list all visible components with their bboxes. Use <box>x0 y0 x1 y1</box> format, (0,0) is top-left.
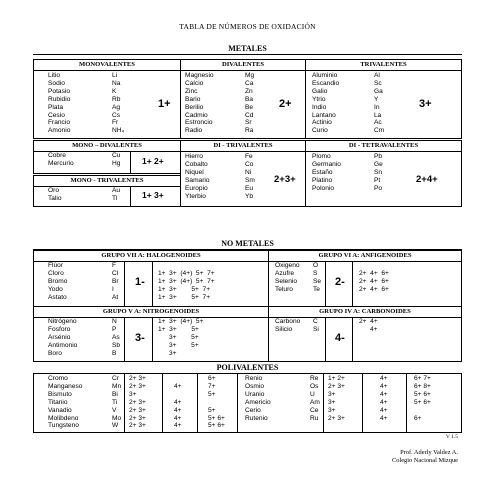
element-symbol: Cs <box>112 111 121 119</box>
grupo-vii-table <box>33 250 269 307</box>
element-symbol: P <box>112 325 117 333</box>
mono-trivalentes-divider <box>130 186 131 207</box>
oxidation-states: 4+ <box>174 414 182 422</box>
element-symbol: Zn <box>245 87 253 95</box>
element-name: Molibdeno <box>48 414 79 422</box>
element-name: Curio <box>312 127 328 135</box>
element-symbol: Sr <box>245 119 252 127</box>
element-symbol: Ga <box>374 87 383 95</box>
monovalentes-table <box>33 59 181 139</box>
di-tetravalentes-header: DI - TETRAVALENTES <box>306 141 461 152</box>
oxidation-states <box>359 262 389 270</box>
oxidation-states: 2+ 4+ 6+ <box>359 285 389 293</box>
element-name: Litio <box>48 72 61 79</box>
element-symbol: Am <box>310 398 320 406</box>
oxidation-states: 3+ <box>328 398 336 406</box>
element-symbol: Te <box>313 285 320 293</box>
element-symbol: Ca <box>245 79 254 87</box>
monovalentes-header: MONOVALENTES <box>34 60 180 71</box>
element-name: Vanadio <box>48 406 72 414</box>
oxidation-states: 4+ <box>174 406 182 414</box>
element-name: Mercurio <box>48 159 74 167</box>
mono-divalentes-charge: 1+ 2+ <box>142 156 164 166</box>
school-name: Colegio Nacional Mizque <box>391 457 458 464</box>
element-symbol: K <box>112 87 117 95</box>
element-name: Amonio <box>48 127 71 135</box>
element-name: Nitrógeno <box>48 318 77 325</box>
element-symbol: F <box>112 262 117 269</box>
di-tetravalentes-symbols <box>374 153 383 193</box>
oxidation-states: 2+ 3+ <box>328 382 345 390</box>
element-symbol: Ag <box>112 103 121 111</box>
trivalentes-symbols <box>374 72 384 135</box>
di-tetravalentes-charge: 2+4+ <box>416 174 438 185</box>
polivalentes-right-symbols <box>310 375 320 422</box>
element-name: Cesio <box>48 111 65 119</box>
element-symbol: V <box>112 406 117 414</box>
oxidation-states: 5+ 6+ <box>414 390 431 398</box>
element-symbol: Se <box>313 277 322 285</box>
divalentes-header: DIVALENTES <box>181 60 305 71</box>
oxidation-states: 7+ <box>208 382 216 390</box>
mono-trivalentes-names <box>48 187 62 203</box>
element-symbol: Hg <box>112 159 121 167</box>
element-symbol: La <box>374 111 382 119</box>
oxidation-states: 5+ <box>208 390 216 398</box>
element-name: Germanio <box>312 160 341 168</box>
element-name: Boro <box>48 349 62 357</box>
oxidation-states <box>158 262 215 270</box>
oxidation-states: 4+ <box>380 390 388 398</box>
oxidation-states: 1+ 3+ (4+) 5+ 7+ <box>158 277 215 285</box>
monovalentes-charge: 1+ <box>158 98 171 110</box>
di-trivalentes-table <box>180 140 306 207</box>
element-symbol: Cd <box>245 111 254 119</box>
element-name: Cromo <box>48 375 68 382</box>
oxidation-states: 4+ <box>174 398 182 406</box>
oxidation-states: 2+ 4+ 6+ <box>359 269 389 277</box>
oxidation-states: 3+ <box>328 390 336 398</box>
grupo-vii-symbols <box>112 262 119 302</box>
oxidation-states: 2+ 3+ <box>129 414 146 422</box>
mono-trivalentes-charge: 1+ 3+ <box>142 190 164 200</box>
oxidation-states: 3+ <box>129 390 137 398</box>
oxidation-states <box>208 399 225 407</box>
oxidation-states: 1+ 3+ 5+ 7+ <box>158 285 211 293</box>
element-name: Plomo <box>312 153 331 160</box>
grupo-vii-names <box>48 262 67 302</box>
grupo-vi-table <box>268 250 462 307</box>
element-name: Magnesio <box>185 72 214 79</box>
element-name: Aluminio <box>312 72 338 79</box>
oxidation-states: 4+ <box>380 414 388 422</box>
polivalentes-table <box>33 373 462 433</box>
oxidation-states: 2+ 3+ <box>328 414 345 422</box>
element-symbol: Mg <box>245 72 255 79</box>
element-name: Manganeso <box>48 382 83 390</box>
oxidation-states: 5+ 6+ <box>414 398 431 406</box>
element-name: Bario <box>185 95 201 103</box>
element-symbol: Yb <box>245 192 254 200</box>
element-symbol: Ra <box>245 127 254 135</box>
oxidation-states: 1+ 3+ (4+) 5+ 7+ <box>158 269 215 277</box>
element-symbol: Rb <box>112 95 121 103</box>
version-label: V 1.5 <box>445 434 458 440</box>
oxidation-states: 1+ 2+ <box>328 375 345 382</box>
oxidation-states: 4+ <box>380 382 388 390</box>
polivalentes-divider-5 <box>362 374 363 432</box>
polivalentes-left-names <box>48 375 82 430</box>
monovalentes-names <box>48 72 70 135</box>
element-name: Renio <box>245 375 263 382</box>
element-name: Actinio <box>312 119 332 127</box>
element-name: Bromo <box>48 277 68 285</box>
element-name: Rutenio <box>245 414 268 422</box>
element-symbol: Si <box>313 325 319 333</box>
trivalentes-header: TRIVALENTES <box>306 60 461 71</box>
grupo-vi-positive-states <box>359 262 389 294</box>
oxidation-states: 4+ <box>174 382 182 390</box>
grupo-v-divider-b <box>152 317 153 362</box>
polivalentes-divider-4 <box>323 374 324 432</box>
grupo-iv-charge: 4- <box>335 332 345 344</box>
element-symbol: Li <box>112 72 118 79</box>
element-symbol: Fr <box>112 119 119 127</box>
oxidation-states: 2+ 4+ 6+ <box>359 277 389 285</box>
divalentes-names <box>185 72 214 135</box>
element-name: Tungsteno <box>48 422 79 430</box>
di-tetravalentes-names <box>312 153 341 193</box>
element-symbol: Ba <box>245 95 254 103</box>
element-symbol: Pb <box>374 153 383 160</box>
di-tetravalentes-table <box>305 140 462 207</box>
element-name: Americio <box>245 398 271 406</box>
grupo-v-names <box>48 318 77 358</box>
mono-divalentes-header: MONO – DIVALENTES <box>34 141 180 152</box>
oxidation-states: 6+ <box>208 375 216 382</box>
element-name: Flúor <box>48 262 64 269</box>
element-symbol: Cm <box>374 127 385 135</box>
grupo-v-table <box>33 306 269 362</box>
element-symbol: Ce <box>310 406 319 414</box>
oxidation-states: 1+ 3+ 5+ <box>158 325 199 333</box>
element-name: Silicio <box>275 325 293 333</box>
mono-trivalentes-symbols <box>112 187 120 203</box>
element-name: Teluro <box>275 285 293 293</box>
element-name: Selenio <box>275 277 297 285</box>
element-name: Ytrio <box>312 95 326 103</box>
element-symbol: Na <box>112 79 121 87</box>
polivalentes-title: POLIVALENTES <box>216 363 279 372</box>
element-name: Astato <box>48 293 67 301</box>
element-symbol: Os <box>310 382 319 390</box>
no-metales-title: NO METALES <box>221 239 274 248</box>
oxidation-states <box>414 407 431 415</box>
polivalentes-left-states-a <box>129 375 146 430</box>
grupo-vi-charge: 2- <box>335 276 345 288</box>
element-name: Yodo <box>48 285 63 293</box>
element-name: Galio <box>312 87 328 95</box>
grupo-vi-names <box>275 262 300 294</box>
polivalentes-left-states-c <box>208 375 225 430</box>
oxidation-states: 4+ <box>380 375 388 382</box>
element-symbol: Pt <box>374 176 381 184</box>
element-symbol: Ti <box>112 398 118 406</box>
grupo-vii-divider-b <box>152 261 153 307</box>
polivalentes-right-states-b <box>380 375 388 422</box>
element-name: Cloro <box>48 269 64 277</box>
element-symbol: As <box>112 333 120 341</box>
polivalentes-left-states-b <box>174 375 182 430</box>
oxidation-states: 4+ <box>380 406 388 414</box>
grupo-vii-divider-a <box>124 261 125 307</box>
oxidation-states: 4+ <box>174 422 182 430</box>
element-symbol: Ru <box>310 414 319 422</box>
mono-divalentes-table <box>33 140 181 174</box>
element-name: Sodio <box>48 79 65 87</box>
di-trivalentes-charge: 2+3+ <box>274 174 296 185</box>
element-symbol: Sn <box>374 168 383 176</box>
oxidation-states: 2+ 3+ <box>129 398 146 406</box>
grupo-vii-positive-states <box>158 262 215 302</box>
mono-divalentes-symbols <box>112 152 120 168</box>
oxidation-states: 6+ 7+ <box>414 375 431 382</box>
element-name: Carbono <box>275 318 301 325</box>
element-symbol: At <box>112 293 119 301</box>
oxidation-states: 2+ 3+ <box>129 382 146 390</box>
element-name: Cobre <box>48 152 66 159</box>
mono-divalentes-divider <box>130 151 131 174</box>
element-name: Niquel <box>185 168 204 176</box>
element-symbol: C <box>313 318 318 325</box>
oxidation-states: 6+ <box>414 414 422 422</box>
element-symbol: S <box>313 269 318 277</box>
oxidation-states: 1+ 3+ (4+) 5+ <box>158 318 204 325</box>
polivalentes-divider-1 <box>124 374 125 432</box>
oxidation-states: 1+ 3+ 5+ 7+ <box>158 293 211 301</box>
element-name: Estaño <box>312 168 333 176</box>
oxidation-states <box>174 391 182 399</box>
element-name: Antimonio <box>48 341 78 349</box>
element-symbol: Sc <box>374 79 382 87</box>
element-symbol: Cl <box>112 269 119 277</box>
element-name: Radio <box>185 127 203 135</box>
monovalentes-symbols <box>112 72 124 135</box>
element-symbol: Ni <box>245 168 252 176</box>
element-name: Estroncio <box>185 119 213 127</box>
oxidation-states: 4+ <box>380 398 388 406</box>
oxidation-states: 2+ 3+ <box>129 406 146 414</box>
element-symbol: Fe <box>245 153 253 160</box>
element-name: Cerio <box>245 406 261 414</box>
oxidation-states: 5+ <box>208 406 216 414</box>
element-name: Europio <box>185 184 208 192</box>
polivalentes-divider-6 <box>406 374 407 432</box>
element-name: Cadmio <box>185 111 208 119</box>
element-symbol: Au <box>112 187 121 194</box>
grupo-iv-symbols <box>313 318 319 334</box>
element-symbol: Mo <box>112 414 122 422</box>
element-name: Azufre <box>275 269 295 277</box>
grupo-vi-symbols <box>313 262 321 294</box>
polivalentes-right-names <box>245 375 271 422</box>
grupo-iv-header: GRUPO IV A: CARBONOIDES <box>269 307 461 318</box>
element-name: Potasio <box>48 87 70 95</box>
element-name: Osmio <box>245 382 265 390</box>
oxidation-states: 2+ 4+ <box>359 318 378 325</box>
element-name: Oxigeno <box>275 262 300 269</box>
element-symbol: Tl <box>112 194 118 202</box>
grupo-v-divider-a <box>124 317 125 362</box>
grupo-iv-table <box>268 306 462 362</box>
grupo-vi-divider-a <box>325 261 326 307</box>
element-name: Polonio <box>312 184 334 192</box>
oxidation-states: 2+ 3+ <box>129 375 146 382</box>
element-name: Fosforo <box>48 325 71 333</box>
element-symbol: Sb <box>112 341 121 349</box>
element-name: Escandio <box>312 79 340 87</box>
metales-title: METALES <box>228 44 267 53</box>
polivalentes-right-states-a <box>328 375 345 422</box>
oxidation-states: 3+ 5+ <box>158 341 199 349</box>
oxidation-states: 3+ <box>158 349 177 357</box>
element-symbol: Al <box>374 72 380 79</box>
element-name: Arsénio <box>48 333 71 341</box>
di-trivalentes-symbols <box>245 153 255 200</box>
polivalentes-divider-3 <box>197 374 198 432</box>
element-symbol: Eu <box>245 184 254 192</box>
oxidation-states: 5+ 6+ <box>208 414 225 422</box>
grupo-vi-divider-b <box>352 261 353 307</box>
metales-underline <box>33 54 462 55</box>
divalentes-charge: 2+ <box>279 98 292 110</box>
element-symbol: Mn <box>112 382 122 390</box>
element-symbol: W <box>112 422 119 430</box>
element-symbol: I <box>112 285 114 293</box>
element-name: Calcio <box>185 79 204 87</box>
element-symbol: Sm <box>245 176 255 184</box>
oxidation-states: 5+ 6+ <box>208 422 225 430</box>
element-symbol: Ac <box>374 119 382 127</box>
element-name: Bismuto <box>48 390 72 398</box>
divalentes-symbols <box>245 72 254 135</box>
element-symbol: Bi <box>112 390 118 398</box>
polivalentes-center-divider <box>237 374 238 432</box>
element-name: Oro <box>48 187 59 194</box>
element-name: Cobalto <box>185 160 208 168</box>
mono-trivalentes-header: MONO - TRIVALENTES <box>34 176 180 187</box>
mono-divalentes-names <box>48 152 74 168</box>
document-title: TABLA DE NÚMEROS DE OXIDACIÓN <box>179 22 316 31</box>
element-symbol: Br <box>112 277 119 285</box>
element-name: Uranio <box>245 390 265 398</box>
author-name: Prof. Aderly Valdez A. <box>400 449 458 456</box>
element-name: Rubidio <box>48 95 71 103</box>
element-symbol: Re <box>310 375 319 382</box>
grupo-iv-positive-states <box>359 318 378 334</box>
element-name: Lantano <box>312 111 336 119</box>
oxidation-states: 6+ 8+ <box>414 382 431 390</box>
element-symbol: NH₄ <box>112 127 125 135</box>
grupo-iv-divider-a <box>325 317 326 362</box>
oxidation-states: 2+ 3+ <box>129 422 146 430</box>
grupo-vii-header: GRUPO VII A: HALOGENOIDES <box>34 251 268 262</box>
polivalentes-left-symbols <box>112 375 121 430</box>
grupo-v-positive-states <box>158 318 203 358</box>
element-name: Yterbio <box>185 192 206 200</box>
oxidation-states: 3+ 5+ <box>158 333 199 341</box>
grupo-v-header: GRUPO V A: NITROGENOIDES <box>34 307 268 318</box>
element-symbol: Cu <box>112 152 121 159</box>
di-trivalentes-header: DI - TRIVALENTES <box>181 141 305 152</box>
element-name: Talio <box>48 194 62 202</box>
element-name: Platino <box>312 176 333 184</box>
grupo-vii-charge: 1- <box>135 276 145 288</box>
polivalentes-divider-2 <box>162 374 163 432</box>
element-symbol: Po <box>374 184 383 192</box>
element-symbol: Be <box>245 103 254 111</box>
polivalentes-right-states-c <box>414 375 431 422</box>
oxidation-states: 3+ <box>328 406 336 414</box>
element-name: Francio <box>48 119 70 127</box>
element-name: Zinc <box>185 87 198 95</box>
element-symbol: N <box>112 318 117 325</box>
element-symbol: In <box>374 103 380 111</box>
trivalentes-charge: 3+ <box>419 98 432 110</box>
element-symbol: B <box>112 349 117 357</box>
element-symbol: Cr <box>112 375 119 382</box>
element-symbol: Ge <box>374 160 383 168</box>
element-name: Plata <box>48 103 64 111</box>
grupo-iv-divider-b <box>352 317 353 362</box>
di-trivalentes-names <box>185 153 210 200</box>
trivalentes-names <box>312 72 339 135</box>
element-name: Indio <box>312 103 327 111</box>
grupo-iv-names <box>275 318 300 334</box>
element-name: Samario <box>185 176 210 184</box>
element-symbol: Co <box>245 160 254 168</box>
oxidation-states <box>174 375 182 383</box>
element-symbol: O <box>313 262 319 269</box>
element-name: Hierro <box>185 153 203 160</box>
element-symbol: U <box>310 390 315 398</box>
grupo-vi-header: GRUPO VI A: ANFIGENOIDES <box>269 251 461 262</box>
grupo-v-charge: 3- <box>135 332 145 344</box>
oxidation-states: 4+ <box>359 325 378 333</box>
element-symbol: Y <box>374 95 379 103</box>
element-name: Titanio <box>48 398 68 406</box>
element-name: Berilio <box>185 103 204 111</box>
trivalentes-table <box>305 59 462 139</box>
grupo-v-symbols <box>112 318 120 358</box>
mono-trivalentes-table <box>33 175 181 207</box>
divalentes-table <box>180 59 306 139</box>
